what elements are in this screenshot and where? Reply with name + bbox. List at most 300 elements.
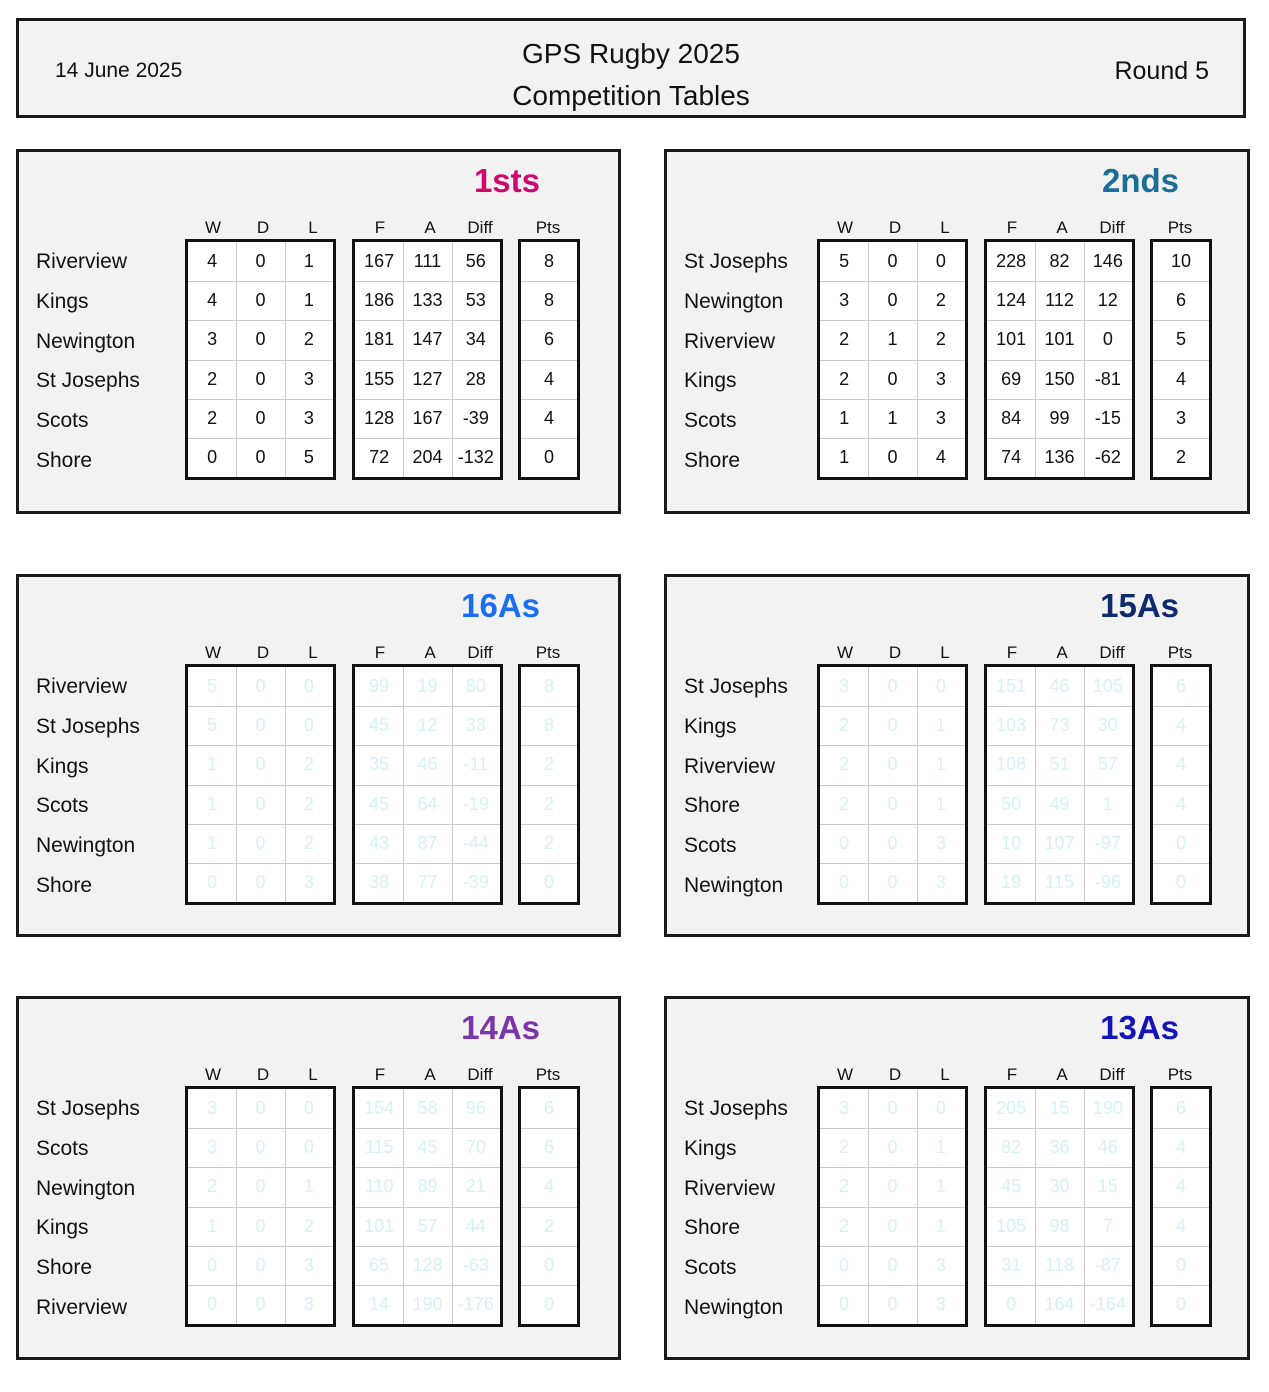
cell-diff: -19 <box>462 793 489 814</box>
table-row <box>820 438 965 477</box>
cell-l: 3 <box>935 368 946 389</box>
cell-a: 46 <box>1049 676 1070 697</box>
cell-d: 0 <box>887 1098 898 1119</box>
cell-f: 43 <box>369 832 390 853</box>
cell-w: 0 <box>207 447 218 468</box>
team-name: St Josephs <box>684 1097 788 1120</box>
cell-pts: 4 <box>1175 754 1186 775</box>
column-header-pts: Pts <box>535 643 561 662</box>
cell-d: 0 <box>255 1176 266 1197</box>
team-name: Scots <box>684 1256 737 1280</box>
cell-l: 0 <box>303 1137 314 1158</box>
team-name: Kings <box>684 714 737 738</box>
cell-w: 2 <box>839 329 850 350</box>
table-row <box>820 320 965 359</box>
cell-diff: -97 <box>1094 832 1121 853</box>
table-row <box>820 1089 965 1128</box>
team-name: Riverview <box>36 1296 128 1319</box>
table-title: 16As <box>461 587 540 624</box>
cell-f: 154 <box>364 1098 395 1119</box>
cell-diff: 44 <box>465 1215 486 1236</box>
table-row <box>1153 1128 1209 1167</box>
cell-f: 128 <box>364 407 395 428</box>
column-header-d: D <box>888 1065 902 1084</box>
cell-w: 2 <box>839 715 850 736</box>
table-row <box>1153 863 1209 902</box>
team-name: Kings <box>684 369 737 393</box>
cell-pts: 5 <box>1175 329 1186 350</box>
cell-w: 3 <box>839 676 850 697</box>
table-row <box>987 281 1132 320</box>
table-row <box>355 360 500 399</box>
points-grid <box>1150 239 1212 480</box>
cell-w: 5 <box>207 715 218 736</box>
table-row <box>521 438 577 477</box>
cell-pts: 4 <box>1175 1137 1186 1158</box>
column-header-pts: Pts <box>535 1065 561 1084</box>
cell-d: 0 <box>887 676 898 697</box>
table-row <box>521 1089 577 1128</box>
table-row <box>188 399 333 438</box>
cell-a: 112 <box>1045 290 1074 311</box>
cell-d: 0 <box>887 754 898 775</box>
table-row <box>521 1128 577 1167</box>
results-grid <box>817 1086 968 1327</box>
cell-diff: 28 <box>465 368 486 389</box>
column-header-diff: Diff <box>1099 643 1125 662</box>
cell-diff: 105 <box>1092 676 1123 697</box>
cell-pts: 0 <box>1175 1294 1186 1315</box>
column-header-w: W <box>204 1065 222 1084</box>
table-row <box>1153 281 1209 320</box>
cell-a: 150 <box>1044 368 1075 389</box>
column-header-l: L <box>940 643 950 662</box>
team-name: Scots <box>36 1136 89 1160</box>
team-name: Riverview <box>684 1176 776 1200</box>
cell-d: 1 <box>887 329 898 350</box>
table-row <box>1153 399 1209 438</box>
team-name: Newington <box>36 329 136 353</box>
cell-a: 58 <box>417 1098 438 1119</box>
column-header-l: L <box>940 218 950 237</box>
cell-diff: 146 <box>1092 251 1123 272</box>
table-title: 13As <box>1100 1009 1179 1046</box>
cell-diff: 190 <box>1092 1098 1123 1119</box>
cell-l: 2 <box>935 290 946 311</box>
table-row <box>355 824 500 863</box>
table-row <box>355 706 500 745</box>
cell-f: 124 <box>996 290 1027 311</box>
cell-l: 3 <box>303 1254 314 1275</box>
table-row <box>521 242 577 281</box>
cell-d: 0 <box>255 447 266 468</box>
table-row <box>188 863 333 902</box>
table-row <box>1153 824 1209 863</box>
team-name: St Josephs <box>684 250 788 273</box>
cell-w: 0 <box>839 1254 850 1275</box>
header-box <box>16 18 1246 118</box>
table-row <box>188 824 333 863</box>
cell-w: 2 <box>839 368 850 389</box>
table-row <box>521 320 577 359</box>
table-row <box>1153 242 1209 281</box>
cell-w: 1 <box>207 793 218 814</box>
cell-diff: 96 <box>465 1098 486 1119</box>
table-row <box>987 824 1132 863</box>
cell-d: 0 <box>887 872 898 893</box>
cell-w: 2 <box>839 1176 850 1197</box>
cell-pts: 2 <box>543 832 554 853</box>
column-header-pts: Pts <box>1167 218 1193 237</box>
team-name: Scots <box>36 794 89 818</box>
cell-pts: 0 <box>543 447 554 468</box>
cell-pts: 0 <box>1175 832 1186 853</box>
column-header-pts: Pts <box>535 218 561 237</box>
table-row <box>987 438 1132 477</box>
cell-l: 3 <box>935 832 946 853</box>
cell-d: 0 <box>887 251 898 272</box>
table-row <box>1153 1167 1209 1206</box>
column-header-a: A <box>1056 218 1068 237</box>
cell-d: 0 <box>255 793 266 814</box>
cell-diff: 7 <box>1102 1215 1113 1236</box>
cell-l: 0 <box>303 1098 314 1119</box>
cell-f: 72 <box>369 447 390 468</box>
table-row <box>820 360 965 399</box>
table-row <box>987 1207 1132 1246</box>
cell-d: 0 <box>887 832 898 853</box>
points-grid <box>1150 664 1212 905</box>
cell-l: 3 <box>303 407 314 428</box>
column-header-a: A <box>424 218 436 237</box>
table-row <box>355 320 500 359</box>
cell-pts: 10 <box>1170 251 1192 272</box>
table-row <box>188 360 333 399</box>
cell-d: 0 <box>887 793 898 814</box>
table-row <box>820 785 965 824</box>
scores-grid <box>984 1086 1135 1327</box>
cell-diff: -39 <box>462 407 489 428</box>
table-row <box>188 1089 333 1128</box>
cell-a: 111 <box>413 251 442 272</box>
cell-f: 65 <box>369 1254 390 1275</box>
cell-a: 107 <box>1044 832 1075 853</box>
table-row <box>355 242 500 281</box>
cell-l: 2 <box>935 329 946 350</box>
cell-d: 0 <box>255 329 266 350</box>
table-row <box>1153 438 1209 477</box>
cell-a: 46 <box>417 754 438 775</box>
column-header-pts: Pts <box>1167 643 1193 662</box>
cell-f: 31 <box>1001 1254 1022 1275</box>
team-name: Shore <box>684 1216 741 1240</box>
table-row <box>820 667 965 706</box>
cell-a: 64 <box>417 793 438 814</box>
cell-w: 2 <box>207 1176 218 1197</box>
cell-f: 45 <box>369 793 390 814</box>
table-row <box>355 1089 500 1128</box>
cell-pts: 0 <box>1175 872 1186 893</box>
cell-a: 115 <box>1045 872 1074 893</box>
cell-f: 10 <box>1001 832 1022 853</box>
cell-l: 3 <box>935 1294 946 1315</box>
table-row <box>521 399 577 438</box>
cell-f: 45 <box>369 715 390 736</box>
cell-d: 0 <box>255 754 266 775</box>
cell-d: 0 <box>255 251 266 272</box>
cell-a: 147 <box>412 329 443 350</box>
table-row <box>987 242 1132 281</box>
table-row <box>987 1285 1132 1324</box>
column-header-w: W <box>836 643 854 662</box>
cell-d: 0 <box>255 290 266 311</box>
cell-d: 0 <box>255 676 266 697</box>
cell-pts: 4 <box>543 407 554 428</box>
cell-w: 2 <box>839 1215 850 1236</box>
cell-l: 2 <box>303 329 314 350</box>
table-row <box>820 399 965 438</box>
cell-d: 0 <box>887 1254 898 1275</box>
table-row <box>355 667 500 706</box>
cell-f: 38 <box>369 872 390 893</box>
table-row <box>820 1207 965 1246</box>
cell-w: 2 <box>207 368 218 389</box>
cell-l: 1 <box>303 1176 314 1197</box>
column-header-f: F <box>374 218 386 237</box>
table-row <box>188 438 333 477</box>
cell-pts: 4 <box>1175 1215 1186 1236</box>
cell-d: 0 <box>255 407 266 428</box>
cell-l: 2 <box>303 832 314 853</box>
column-header-diff: Diff <box>1099 1065 1125 1084</box>
table-row <box>820 1246 965 1285</box>
cell-a: 87 <box>417 832 438 853</box>
column-header-diff: Diff <box>467 218 493 237</box>
team-name: Scots <box>684 409 737 433</box>
cell-diff: 33 <box>465 715 486 736</box>
cell-f: 35 <box>369 754 390 775</box>
cell-pts: 6 <box>1175 676 1186 697</box>
column-header-w: W <box>204 218 222 237</box>
table-row <box>355 1207 500 1246</box>
table-row <box>521 824 577 863</box>
cell-diff: 1 <box>1102 793 1113 814</box>
table-row <box>987 360 1132 399</box>
cell-diff: -96 <box>1094 872 1121 893</box>
cell-f: 101 <box>364 1215 395 1236</box>
column-header-pts: Pts <box>1167 1065 1193 1084</box>
cell-w: 1 <box>207 832 218 853</box>
cell-w: 0 <box>207 1294 218 1315</box>
cell-l: 3 <box>935 872 946 893</box>
table-panel-1sts <box>16 149 621 514</box>
cell-w: 0 <box>839 1294 850 1315</box>
cell-diff: 57 <box>1097 754 1118 775</box>
cell-d: 0 <box>887 1294 898 1315</box>
cell-w: 2 <box>839 1137 850 1158</box>
cell-diff: -15 <box>1094 407 1121 428</box>
table-row <box>1153 1246 1209 1285</box>
results-grid <box>817 664 968 905</box>
table-row <box>188 1285 333 1324</box>
cell-pts: 2 <box>1175 447 1186 468</box>
cell-w: 4 <box>207 251 218 272</box>
cell-a: 73 <box>1049 715 1070 736</box>
cell-diff: -164 <box>1089 1294 1126 1315</box>
cell-pts: 0 <box>1175 1254 1186 1275</box>
table-row <box>521 667 577 706</box>
cell-d: 0 <box>887 290 898 311</box>
cell-diff: 56 <box>465 251 486 272</box>
cell-a: 127 <box>412 368 443 389</box>
cell-a: 190 <box>412 1294 443 1315</box>
table-row <box>188 706 333 745</box>
table-row <box>987 1128 1132 1167</box>
cell-a: 36 <box>1049 1137 1070 1158</box>
cell-d: 0 <box>255 715 266 736</box>
team-name: Riverview <box>36 250 128 273</box>
table-row <box>820 706 965 745</box>
team-name: St Josephs <box>36 714 140 738</box>
cell-pts: 2 <box>543 793 554 814</box>
cell-f: 0 <box>1006 1294 1017 1315</box>
team-name: Shore <box>36 1256 93 1280</box>
table-row <box>987 320 1132 359</box>
table-row <box>521 1246 577 1285</box>
cell-diff: 12 <box>1097 290 1118 311</box>
table-title: 15As <box>1100 587 1179 624</box>
cell-a: 204 <box>412 447 443 468</box>
cell-f: 205 <box>996 1098 1027 1119</box>
table-row <box>1153 1285 1209 1324</box>
cell-diff: 53 <box>465 290 486 311</box>
cell-w: 2 <box>839 754 850 775</box>
table-row <box>521 360 577 399</box>
table-row <box>1153 1207 1209 1246</box>
cell-a: 167 <box>412 407 443 428</box>
column-header-d: D <box>888 218 902 237</box>
cell-l: 1 <box>303 251 314 272</box>
cell-a: 45 <box>417 1137 438 1158</box>
cell-pts: 6 <box>543 329 554 350</box>
team-name: Kings <box>36 1216 89 1240</box>
cell-diff: 80 <box>465 676 486 697</box>
table-row <box>820 863 965 902</box>
team-name: Newington <box>36 1176 136 1200</box>
column-header-a: A <box>1056 1065 1068 1084</box>
cell-pts: 4 <box>543 368 554 389</box>
team-name: St Josephs <box>36 369 140 393</box>
scores-grid <box>984 239 1135 480</box>
cell-l: 0 <box>935 251 946 272</box>
cell-w: 1 <box>839 407 850 428</box>
team-name: Riverview <box>684 329 776 353</box>
table-panel-15as <box>664 574 1250 937</box>
cell-w: 0 <box>207 1254 218 1275</box>
cell-w: 4 <box>207 290 218 311</box>
column-header-d: D <box>888 643 902 662</box>
cell-diff: 15 <box>1097 1176 1118 1197</box>
cell-pts: 4 <box>1175 793 1186 814</box>
cell-d: 0 <box>887 1176 898 1197</box>
cell-f: 74 <box>1001 447 1022 468</box>
cell-l: 1 <box>935 1215 946 1236</box>
cell-a: 118 <box>1045 1254 1074 1275</box>
cell-a: 12 <box>417 715 438 736</box>
cell-w: 3 <box>207 1137 218 1158</box>
table-row <box>820 745 965 784</box>
cell-l: 0 <box>935 676 946 697</box>
cell-f: 50 <box>1001 793 1022 814</box>
table-row <box>987 1089 1132 1128</box>
cell-f: 115 <box>364 1137 394 1158</box>
team-name: St Josephs <box>684 675 788 698</box>
table-row <box>188 1167 333 1206</box>
cell-w: 1 <box>207 1215 218 1236</box>
cell-diff: 21 <box>465 1176 486 1197</box>
cell-l: 2 <box>303 754 314 775</box>
team-name: Riverview <box>36 675 128 698</box>
column-header-a: A <box>424 1065 436 1084</box>
cell-l: 0 <box>303 676 314 697</box>
table-row <box>355 1246 500 1285</box>
cell-l: 1 <box>935 715 946 736</box>
table-row <box>521 1285 577 1324</box>
cell-d: 0 <box>887 368 898 389</box>
cell-w: 1 <box>839 447 850 468</box>
table-row <box>987 863 1132 902</box>
team-name: Kings <box>36 289 89 313</box>
cell-a: 136 <box>1044 447 1075 468</box>
cell-diff: 30 <box>1097 715 1118 736</box>
column-header-l: L <box>308 643 318 662</box>
table-row <box>1153 667 1209 706</box>
table-row <box>1153 706 1209 745</box>
cell-pts: 6 <box>1175 1098 1186 1119</box>
results-grid <box>185 239 336 480</box>
cell-a: 128 <box>412 1254 443 1275</box>
table-panel-16as <box>16 574 621 937</box>
table-row <box>521 706 577 745</box>
team-name: Kings <box>684 1136 737 1160</box>
cell-diff: 34 <box>465 329 486 350</box>
cell-pts: 4 <box>543 1176 554 1197</box>
table-row <box>820 281 965 320</box>
cell-a: 164 <box>1044 1294 1075 1315</box>
cell-w: 0 <box>839 872 850 893</box>
cell-f: 19 <box>1001 872 1022 893</box>
cell-a: 82 <box>1049 251 1070 272</box>
table-row <box>521 281 577 320</box>
column-header-d: D <box>256 1065 270 1084</box>
cell-diff: -176 <box>457 1294 494 1315</box>
column-header-w: W <box>836 218 854 237</box>
table-row <box>521 863 577 902</box>
scores-grid <box>984 664 1135 905</box>
column-header-a: A <box>1056 643 1068 662</box>
cell-a: 51 <box>1049 754 1070 775</box>
cell-d: 0 <box>887 447 898 468</box>
cell-l: 1 <box>935 754 946 775</box>
results-grid <box>185 664 336 905</box>
title-line-2: Competition Tables <box>512 80 750 111</box>
cell-f: 99 <box>369 676 390 697</box>
cell-pts: 4 <box>1175 1176 1186 1197</box>
table-row <box>188 667 333 706</box>
column-header-d: D <box>256 218 270 237</box>
cell-a: 19 <box>417 676 438 697</box>
cell-pts: 3 <box>1175 407 1186 428</box>
